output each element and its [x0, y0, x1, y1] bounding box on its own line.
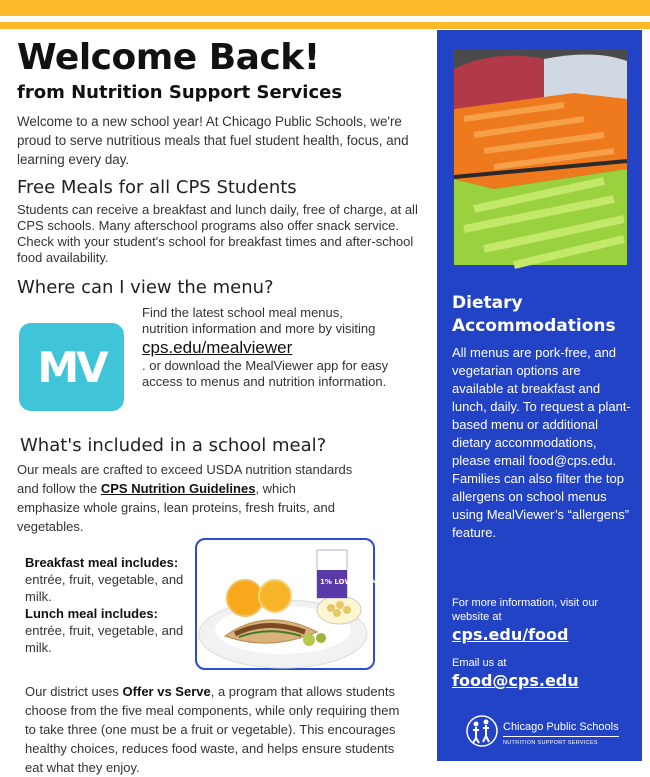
guidelines-link[interactable]: CPS Nutrition Guidelines	[100, 481, 256, 496]
dietary-paragraph: All menus are pork-free, and vegetarian options are available at breakfast and lunch, daily. To request a plant-based menu or additional dietary accommodations, please email food@cps.edu. Families can also filter the top allergens on school menus using MealViewer’s “allergens” feature.	[452, 345, 631, 540]
dietary-heading: Dietary Accommodations	[452, 293, 616, 336]
mealviewer-text	[142, 305, 392, 390]
page-subtitle: from Nutrition Support Services	[17, 82, 343, 103]
lunch-label: Lunch meal includes:	[25, 606, 158, 621]
menu-heading: Where can I view the menu?	[17, 277, 274, 298]
page-title: Welcome Back!	[17, 37, 320, 78]
milk-carton-label: 1% LOW FAT MILK	[320, 578, 391, 586]
more-info-text: For more information, visit our website at	[452, 597, 599, 623]
email-link[interactable]: food@cps.edu	[452, 671, 579, 690]
mealviewer-logo: MV	[19, 323, 124, 411]
mealviewer-text-after: . or download the MealViewer app for easy access to menus and nutrition information.	[142, 358, 389, 389]
sidebar	[437, 30, 642, 761]
included-text-before: Our meals are crafted to exceed USDA nutrition standards and follow the	[17, 462, 353, 496]
mealviewer-link-label: cps.edu/mealviewer	[142, 338, 293, 357]
lunch-items: entrée, fruit, vegetable, and milk.	[25, 623, 184, 655]
vegetable-illustration	[454, 49, 627, 265]
free-meals-heading: Free Meals for all CPS Students	[17, 177, 297, 198]
free-meals-paragraph: Students can receive a breakfast and lunch daily, free of charge, at all CPS schools. Many afterschool programs also offer snack service. Check with your student's school for breakfast times and after-school food availability.	[17, 202, 418, 265]
email-label: Email us at	[452, 657, 507, 669]
meal-components	[17, 540, 427, 672]
cps-logo-subtitle: NUTRITION SUPPORT SERVICES	[503, 740, 598, 746]
email-section	[452, 656, 637, 692]
mealviewer-text-before: Find the latest school meal menus, nutrition information and more by visiting	[142, 305, 376, 336]
meal-list	[25, 554, 195, 656]
offer-text-after: , a program that allows students choose from the five meal components, while only requiring them to take three (one must be a fruit or vegetable). This encourages healthy choices, reduces food waste, and helps ensure students eat what they enjoy.	[25, 684, 400, 775]
intro-paragraph: Welcome to a new school year! At Chicago Public Schools, we're proud to serve nutritious meals that fuel student health, focus, and learning every day.	[17, 114, 409, 167]
mealviewer-link[interactable]	[142, 338, 392, 358]
website-link[interactable]: cps.edu/food	[452, 625, 569, 644]
breakfast-label: Breakfast meal includes:	[25, 555, 179, 570]
meal-illustration	[197, 540, 391, 668]
offer-vs-serve-paragraph	[25, 682, 405, 777]
cps-logo-name: Chicago Public Schools	[503, 720, 619, 737]
included-paragraph	[17, 460, 362, 536]
top-stripe-thin	[0, 22, 650, 29]
vegetable-photo	[454, 49, 627, 265]
offer-vs-serve-term: Offer vs Serve	[122, 684, 211, 699]
top-stripe	[0, 0, 650, 16]
offer-text-before: Our district uses	[25, 684, 119, 699]
more-info	[452, 596, 637, 646]
cps-children-icon	[465, 714, 499, 748]
meal-photo	[195, 538, 391, 670]
included-heading: What's included in a school meal?	[20, 435, 327, 456]
mealviewer-section	[17, 305, 427, 423]
included-text-after: , which emphasize whole grains, lean proteins, fresh fruits, and vegetables.	[17, 481, 335, 534]
breakfast-items: entrée, fruit, vegetable, and milk.	[25, 572, 184, 604]
main-content	[17, 34, 427, 777]
cps-logo	[465, 714, 635, 750]
